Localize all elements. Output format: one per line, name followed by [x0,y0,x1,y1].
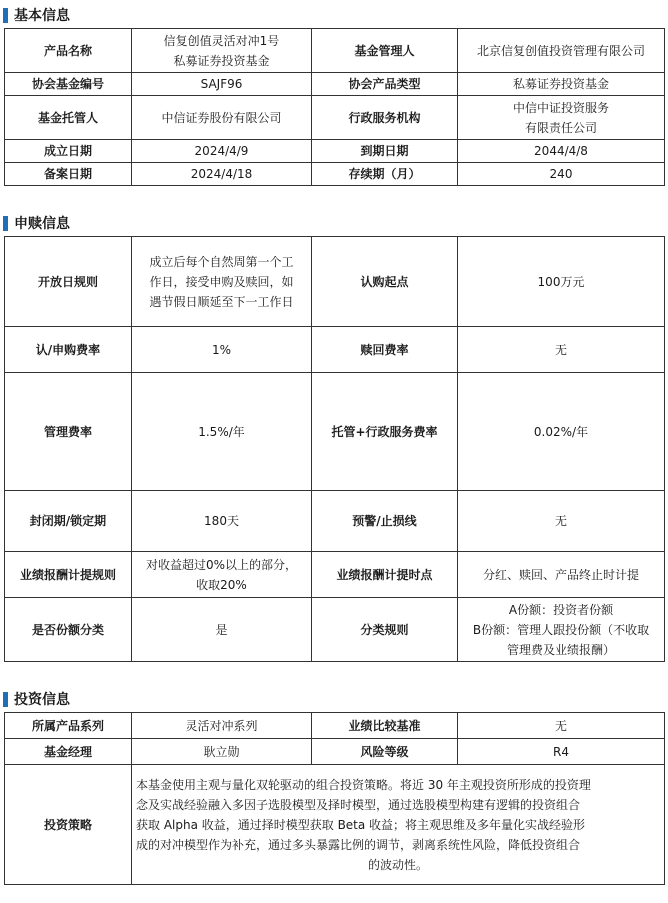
section-basic-title-text: 基本信息 [14,8,70,24]
series-label: 所属产品系列 [5,713,132,739]
duration-label: 存续期（月） [312,163,458,186]
table-row [5,552,665,598]
min-sub-value: 100万元 [458,237,665,327]
section-investment-title-text: 投资信息 [14,692,70,708]
table-row [5,73,665,96]
lockup-value: 180天 [132,491,312,552]
custody-fee-value: 0.02%/年 [458,373,665,491]
share-class-label: 是否份额分类 [5,598,132,662]
assoc-code-value: SAJF96 [132,73,312,96]
table-row [5,598,665,662]
assoc-type-label: 协会产品类型 [312,73,458,96]
section-marker [3,8,8,23]
assoc-type-value: 私募证券投资基金 [458,73,665,96]
maturity-value: 2044/4/8 [458,140,665,163]
open-day-value [132,237,312,327]
strategy-line3: 获取 Alpha 收益，通过择时模型获取 Beta 收益；将主观思维及多年量化实战经验形 [136,817,586,832]
strategy-line4: 成的对冲模型作为补充，通过多头暴露比例的调节，剥离系统性风险，降低投资组合 [136,837,581,852]
admin-label: 行政服务机构 [312,96,458,140]
perf-time-label: 业绩报酬计提时点 [312,552,458,598]
redeem-fee-label: 赎回费率 [312,327,458,373]
table-row [5,237,665,327]
mgmt-fee-label: 管理费率 [5,373,132,491]
table-row [5,327,665,373]
product-name-line1: 信复创值灵活对冲1号 [163,33,280,48]
open-day-line3: 遇节假日顺延至下一工作日 [149,294,294,309]
min-sub-label: 认购起点 [312,237,458,327]
table-row [5,163,665,186]
perf-rule-label: 业绩报酬计提规则 [5,552,132,598]
product-name-label: 产品名称 [5,29,132,73]
benchmark-label: 业绩比较基准 [312,713,458,739]
table-row [5,29,665,73]
lockup-label: 封闭期/锁定期 [5,491,132,552]
product-name-line2: 私募证券投资基金 [173,53,270,68]
product-name-value [132,29,312,73]
class-rule-line1: A份额：投资者份额 [508,602,614,617]
table-row [5,140,665,163]
table-row [5,765,665,885]
table-row [5,96,665,140]
setup-date-value: 2024/4/9 [132,140,312,163]
mgmt-fee-value: 1.5%/年 [132,373,312,491]
stoploss-value: 无 [458,491,665,552]
series-value: 灵活对冲系列 [132,713,312,739]
manager-value: 北京信复创值投资管理有限公司 [458,29,665,73]
duration-value: 240 [458,163,665,186]
share-class-value: 是 [132,598,312,662]
section-investment-title [0,686,668,712]
strategy-line1: 本基金使用主观与量化双轮驱动的组合投资策略。将近 30 年主观投资所形成的投资理 [136,777,591,792]
class-rule-label: 分类规则 [312,598,458,662]
admin-value [458,96,665,140]
investment-info-table [4,712,665,885]
subscription-info-table [4,236,665,662]
table-row [5,739,665,765]
open-day-line2: 作日，接受申购及赎回，如 [149,274,294,289]
perf-time-value: 分红、赎回、产品终止时计提 [458,552,665,598]
assoc-code-label: 协会基金编号 [5,73,132,96]
table-row [5,373,665,491]
table-row [5,713,665,739]
section-marker [3,692,8,707]
custody-fee-label: 托管+行政服务费率 [312,373,458,491]
strategy-line5: 的波动性。 [367,857,428,872]
perf-rule-line2: 收取20% [196,577,247,592]
perf-rule-line1: 对收益超过0%以上的部分， [145,557,298,572]
strategy-line2: 念及实战经验融入多因子选股模型及择时模型，通过选股模型构建有逻辑的投资组合 [136,797,581,812]
filing-date-value: 2024/4/18 [132,163,312,186]
perf-rule-value [132,552,312,598]
strategy-value [132,765,665,885]
benchmark-value: 无 [458,713,665,739]
fund-manager-label: 基金经理 [5,739,132,765]
fund-manager-value: 耿立勋 [132,739,312,765]
sub-fee-value: 1% [132,327,312,373]
basic-info-table [4,28,665,186]
sub-fee-label: 认/申购费率 [5,327,132,373]
class-rule-line2: B份额：管理人跟投份额（不收取 [472,622,650,637]
setup-date-label: 成立日期 [5,140,132,163]
admin-line2: 有限责任公司 [524,120,597,135]
custodian-value: 中信证券股份有限公司 [132,96,312,140]
section-subscription-title-text: 申赎信息 [14,216,70,232]
strategy-label: 投资策略 [5,765,132,885]
table-row [5,491,665,552]
section-marker [3,216,8,231]
stoploss-label: 预警/止损线 [312,491,458,552]
section-basic-title [0,2,668,28]
risk-value: R4 [458,739,665,765]
risk-label: 风险等级 [312,739,458,765]
custodian-label: 基金托管人 [5,96,132,140]
maturity-label: 到期日期 [312,140,458,163]
admin-line1: 中信中证投资服务 [512,100,609,115]
section-subscription-title [0,210,668,236]
open-day-label: 开放日规则 [5,237,132,327]
class-rule-value [458,598,665,662]
class-rule-line3: 管理费及业绩报酬） [506,642,615,657]
manager-label: 基金管理人 [312,29,458,73]
open-day-line1: 成立后每个自然周第一个工 [149,254,294,269]
filing-date-label: 备案日期 [5,163,132,186]
redeem-fee-value: 无 [458,327,665,373]
